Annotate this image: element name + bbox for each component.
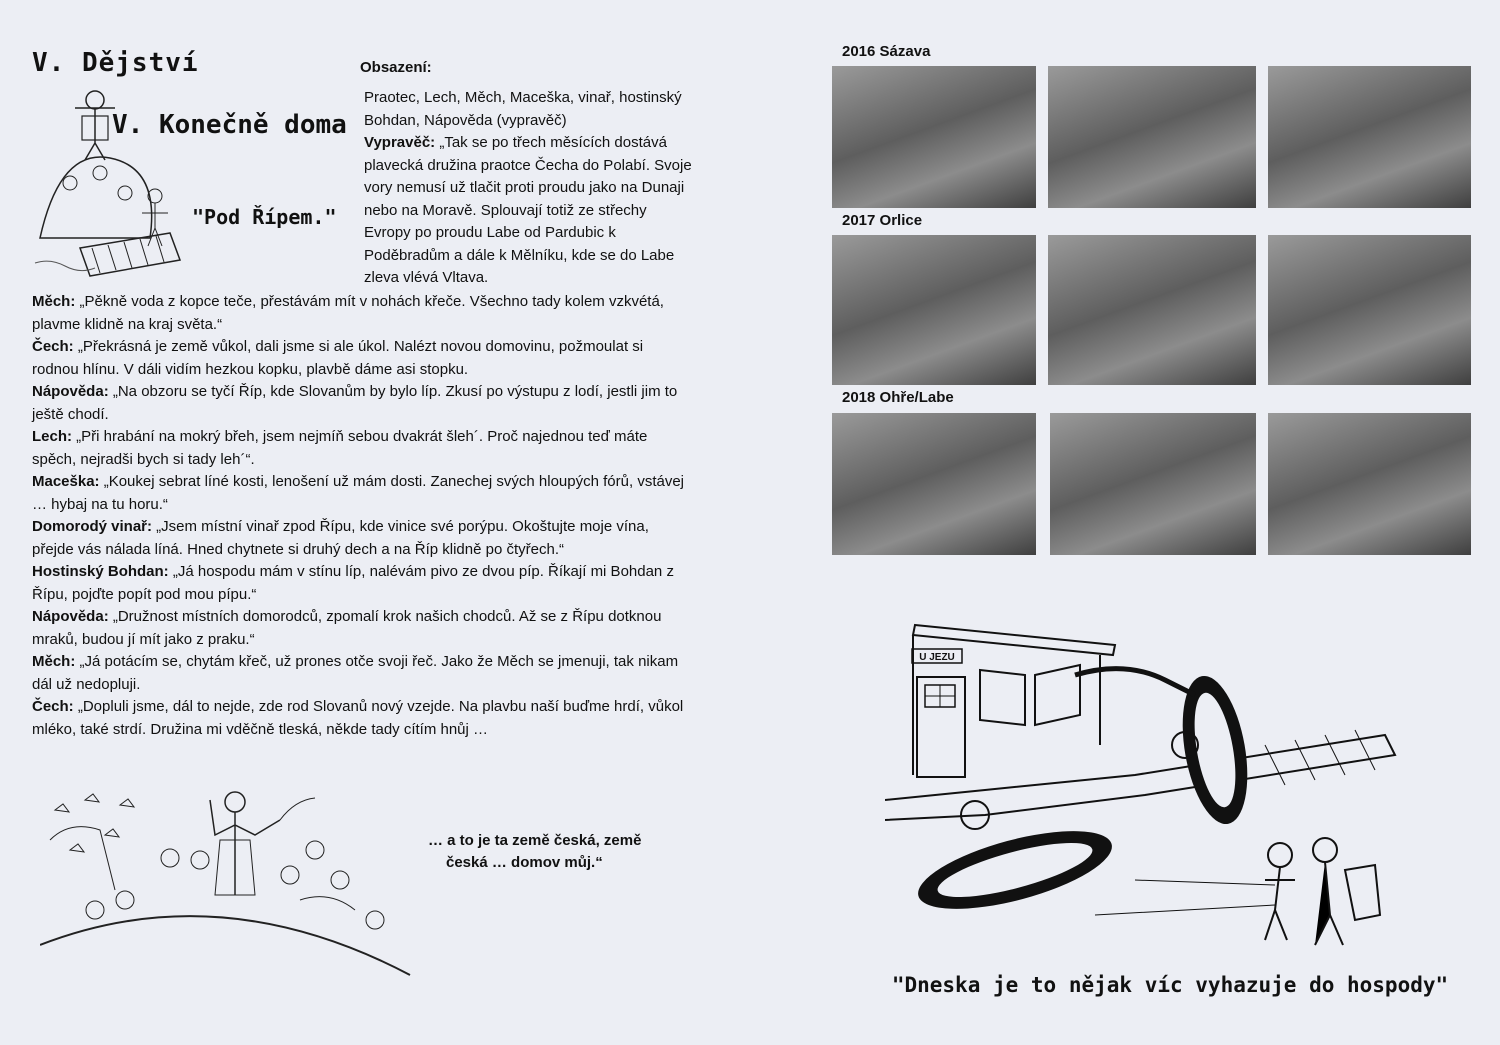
dialogue-line: [32, 606, 692, 651]
speaker-name: Nápověda:: [32, 383, 109, 400]
dialogue: [32, 291, 692, 741]
inn-sign-text: U JEZU: [919, 652, 955, 663]
speaker-name: Lech:: [32, 428, 73, 445]
photo-2018-3: [1268, 413, 1471, 555]
year-label-2018: 2018 Ohře/Labe: [842, 389, 954, 406]
speech-text: „Já potácím se, chytám křeč, už prones otče svoji řeč. Jako že Měch se jmenuji, tak nikam dál už nedopluji.: [32, 653, 679, 693]
dialogue-line: [32, 471, 692, 516]
dialogue-line: [32, 696, 692, 741]
photo-2017-1: [832, 235, 1036, 385]
closing-line-2: česká … domov můj.“: [446, 854, 603, 871]
photo-2018-1: [832, 413, 1036, 555]
dialogue-line: [32, 291, 692, 336]
cast-list: Praotec, Lech, Měch, Maceška, vinař, hostinský Bohdan, Nápověda (vypravěč): [364, 89, 682, 129]
speaker-name: Vypravěč:: [364, 134, 436, 151]
photo-2018-2: [1050, 413, 1256, 555]
photo-2017-2: [1048, 235, 1256, 385]
speaker-name: Maceška:: [32, 473, 100, 490]
photo-2016-2: [1048, 66, 1256, 208]
dialogue-line: [32, 651, 692, 696]
ancestors-hill-illustration: [40, 780, 415, 980]
dialogue-line: [32, 336, 692, 381]
speaker-name: Měch:: [32, 293, 76, 310]
closing-line-1: … a to je ta země česká, země: [428, 832, 642, 849]
dialogue-line: [32, 561, 692, 606]
speech-text: „Dopluli jsme, dál to nejde, zde rod Slovanů nový vzejde. Na plavbu naší buďme hrdí, vůkol mléko, také strdí. Družina mi vděčně tleská, někde tady cítím hnůj …: [32, 698, 684, 738]
speaker-name: Hostinský Bohdan:: [32, 563, 169, 580]
speech-text: „Družnost místních domorodců, zpomalí krok našich chodců. Až se z Řípu dotknou mraků, budou jí mít jako z praku.“: [32, 608, 662, 648]
cartoon-caption: "Dneska je to nějak víc vyhazuje do hospody": [891, 973, 1449, 997]
dialogue-line: [32, 516, 692, 561]
speech-text: „Překrásná je země vůkol, dali jsme si ale úkol. Nalézt novou domovinu, požmoulat si rodnou hlínu. V dáli vidím hezkou kopku, plavbě dáme asi stopku.: [32, 338, 644, 378]
photo-2016-3: [1268, 66, 1471, 208]
cast-label: Obsazení:: [360, 59, 432, 76]
year-label-2017: 2017 Orlice: [842, 212, 923, 229]
speaker-name: Čech:: [32, 338, 74, 355]
speech-text: „Koukej sebrat líné kosti, lenošení už mám dosti. Zanechej svých hloupých fórů, vstávej … hybaj na tu horu.“: [32, 473, 684, 513]
speech-text: „Tak se po třech měsících dostává plavecká družina praotce Čecha do Polabí. Svoje vory nemusí už tlačit proti proudu jako na Dunaji nebo na Moravě. Splouvají totiž ze střechy Evropy po proudu Labe od Pardubic k Poděbradům a dále k Mělníku, kde se do Labe zleva vlévá Vltava.: [364, 134, 692, 286]
speaker-name: Čech:: [32, 698, 74, 715]
year-label-2016: 2016 Sázava: [842, 43, 931, 60]
dialogue-line: [32, 381, 692, 426]
narrator-paragraph: [364, 132, 694, 290]
speaker-name: Nápověda:: [32, 608, 109, 625]
speech-text: „Při hrabání na mokrý břeh, jsem nejmíň sebou dvakrát šleh´. Proč najednou teď máte spěch, nejradši bych si tady leh´“.: [32, 428, 648, 468]
dialogue-line: [32, 426, 692, 471]
speech-text: „Na obzoru se tyčí Říp, kde Slovanům by bylo líp. Zkusí po výstupu z lodí, jestli jim to ještě chodí.: [32, 383, 678, 423]
photo-2016-1: [832, 66, 1036, 208]
intro-text: [364, 87, 694, 290]
scene-title: V. Konečně doma: [112, 110, 347, 140]
weir-cartoon-illustration: [885, 615, 1405, 955]
speaker-name: Měch:: [32, 653, 76, 670]
speech-text: „Já hospodu mám v stínu líp, nalévám pivo ze dvou píp. Říkají mi Bohdan z Řípu, pojďte popít pod mou pípu.“: [32, 563, 674, 603]
speech-text: „Pěkně voda z kopce teče, přestávám mít v nohách křeče. Všechno tady kolem vzkvétá, plavme klidně na kraj světa.“: [32, 293, 664, 333]
closing-text: [428, 830, 668, 874]
photo-2017-3: [1268, 235, 1471, 385]
speech-text: „Jsem místní vinař zpod Řípu, kde vinice své porýpu. Okoštujte moje vína, přejde vás nálada líná. Hned chytnete si druhý dech a na Říp klidně po čtyřech.“: [32, 518, 649, 558]
scene-subtitle: "Pod Řípem.": [192, 205, 337, 229]
act-title: V. Dějství: [32, 48, 199, 78]
speaker-name: Domorodý vinař:: [32, 518, 153, 535]
